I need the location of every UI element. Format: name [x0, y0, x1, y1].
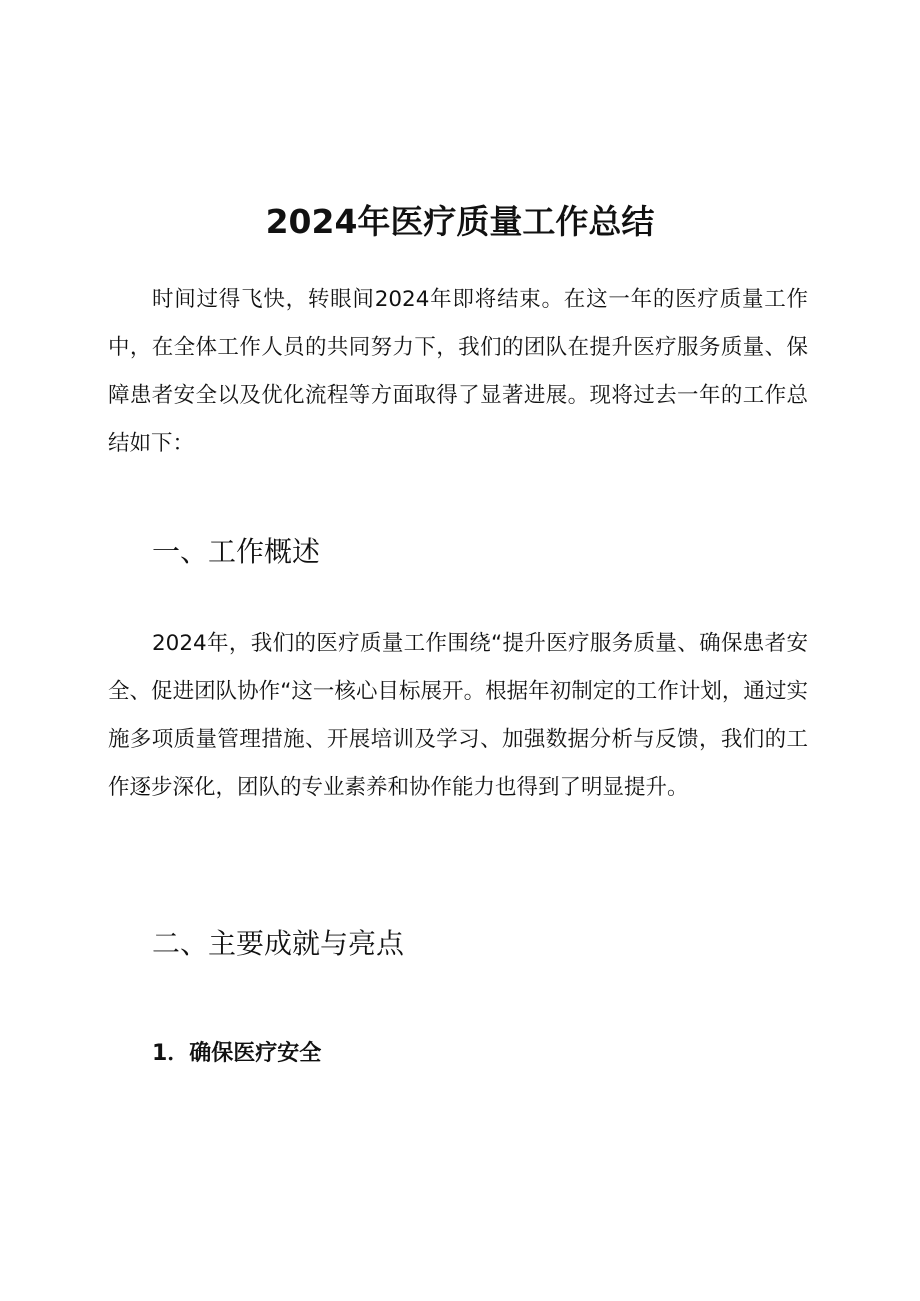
- subsection-heading-safety: 1．确保医疗安全: [152, 1041, 322, 1066]
- document-title: 2024年医疗质量工作总结: [265, 202, 655, 242]
- overview-paragraph: 2024年，我们的医疗质量工作围绕“提升医疗服务质量、确保患者安全、促进团队协作“这一核心目标展开。根据年初制定的工作计划，通过实施多项质量管理措施、开展培训及学习、加强数据分析与反馈，我们的工作逐步深化，团队的专业素养和协作能力也得到了明显提升。: [108, 631, 808, 800]
- section-heading-achievements: 二、主要成就与亮点: [152, 927, 405, 960]
- section-heading-overview: 一、工作概述: [152, 535, 321, 568]
- intro-paragraph: 时间过得飞快，转眼间2024年即将结束。在这一年的医疗质量工作中，在全体工作人员的共同努力下，我们的团队在提升医疗服务质量、保障患者安全以及优化流程等方面取得了显著进展。现将过去一年的工作总结如下：: [108, 287, 808, 456]
